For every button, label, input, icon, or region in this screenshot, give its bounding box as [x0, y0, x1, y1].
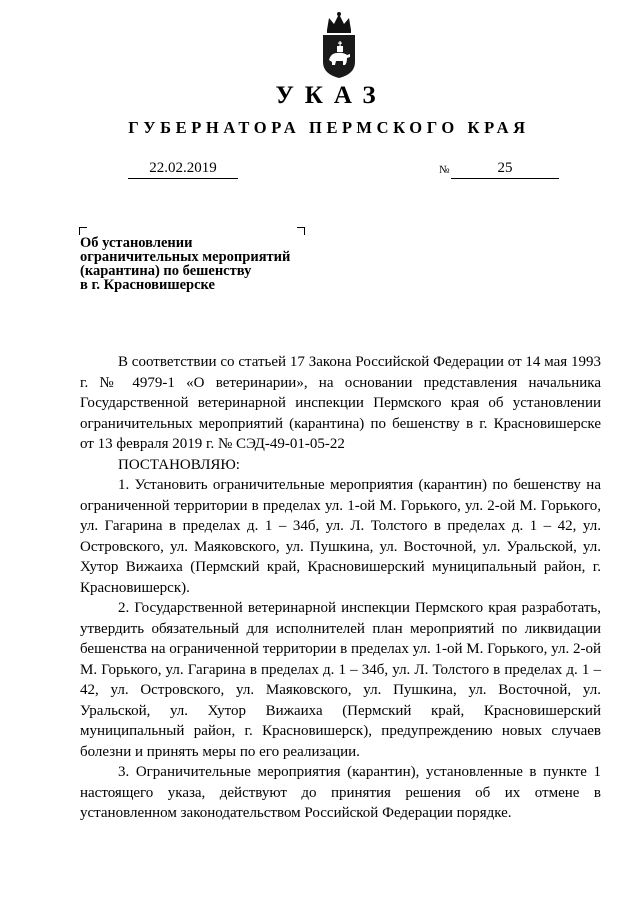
document-date: 22.02.2019 — [128, 160, 238, 179]
document-subtitle: ГУБЕРНАТОРА ПЕРМСКОГО КРАЯ — [128, 118, 530, 137]
coat-of-arms-icon — [319, 10, 359, 80]
heading-corner-mark — [79, 227, 87, 235]
decree-word: ПОСТАНОВЛЯЮ: — [118, 456, 240, 473]
item-3-paragraph: 3. Ограничительные мероприятия (карантин), установленные в пункте 1 настоящего указа, действуют до принятия решения об их отмене в установленном законодательством Российской Федерации порядке. — [80, 764, 601, 821]
number-label: № — [439, 164, 450, 176]
document-heading — [80, 236, 320, 292]
item-2-paragraph: 2. Государственной ветеринарной инспекции Пермского края разработать, утвердить обязательный для исполнителей план мероприятий по ликвидации бешенства на ограниченной территории в пределах ул. 1-ой М. Горького, ул. 2-ой М. Горького, ул. Гагарина в пределах д. 1 – 34б, ул. Л. Толстого в пределах д. 1 – 42, ул. Островского, ул. Маяковского, ул. Пушкина, ул. Восточной, ул. Уральской, ул. Хутор Вижаиха (Пермский край, Красновишерский муниципальный район, г. Красновишерск), предупреждению новых случаев болезни и принять меры по его реализации. — [80, 600, 601, 760]
heading-line: (карантина) по бешенству — [80, 263, 252, 279]
heading-line: в г. Красновишерске — [80, 277, 215, 293]
heading-corner-mark — [297, 227, 305, 235]
document-number: 25 — [451, 160, 559, 179]
heading-line: Об установлении — [80, 235, 193, 251]
heading-line: ограничительных мероприятий — [80, 249, 291, 265]
document-body — [80, 352, 601, 824]
preamble-paragraph: В соответствии со статьей 17 Закона Российской Федерации от 14 мая 1993 г. № 4979-1 «О ветеринарии», на основании представления начальника Государственной ветеринарной инспекции Пермского края об установлении ограничительных мероприятий (карантина) по бешенству в г. Красновишерске от 13 февраля 2019 г. № СЭД-49-01-05-22 — [80, 354, 601, 452]
item-1-paragraph: 1. Установить ограничительные мероприятия (карантин) по бешенству на ограниченной территории в пределах ул. 1-ой М. Горького, ул. 2-ой М. Горького, ул. Гагарина в пределах д. 1 – 34б, ул. Л. Толстого в пределах д. 1 – 42, ул. Островского, ул. Маяковского, ул. Пушкина, ул. Восточной, ул. Уральской, ул. Хутор Вижаиха (Пермский край, Красновишерский муниципальный район, г. Красновишерск). — [80, 477, 601, 596]
document-title: УКАЗ — [275, 82, 387, 109]
